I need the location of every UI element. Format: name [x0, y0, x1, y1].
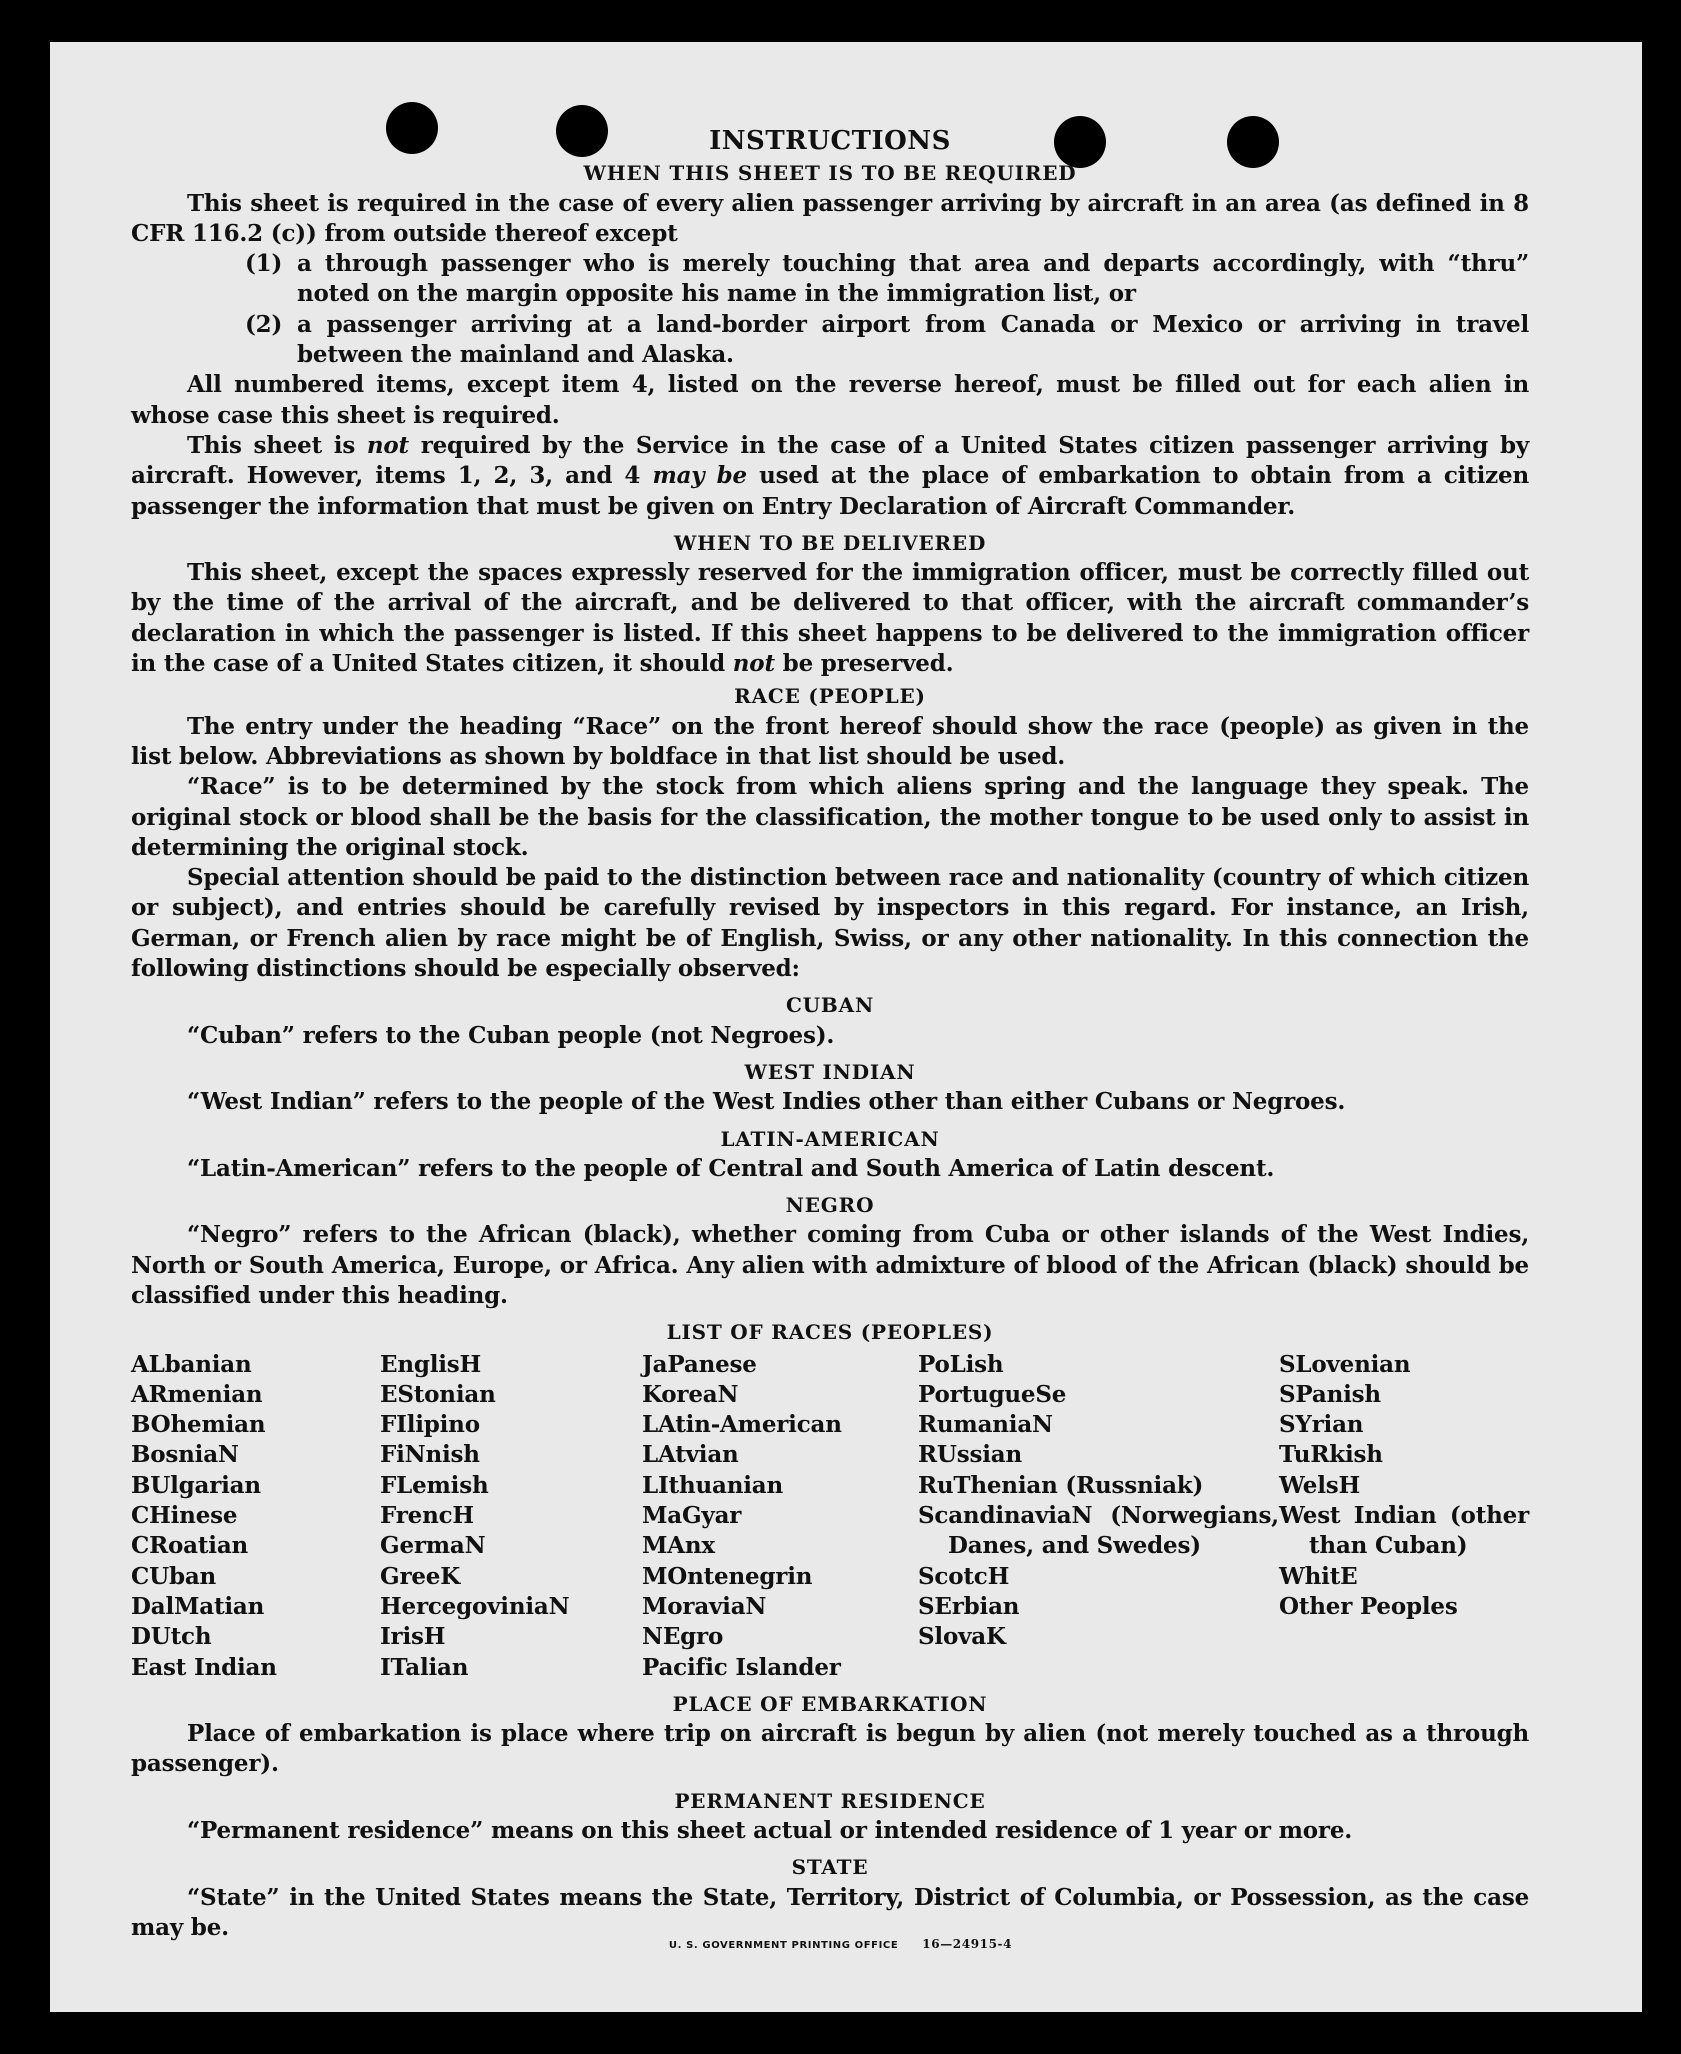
race-entry: RuThenian (Russniak): [918, 1471, 1204, 1499]
paragraph: “Permanent residence” means on this sheet actual or intended residence of 1 year or more.: [187, 1817, 1353, 1845]
race-entry: KoreaN: [642, 1380, 739, 1408]
text: This sheet, except the spaces expressly reserved for the immigration officer, must be correctly filled out by the time of the arrival of the aircraft, and be delivered to that officer, with the aircraft commander’s declaration in which the passenger is listed. If this sheet happens to be delivered to the immigration officer in the case of a United States citizen, it should: [131, 559, 1529, 678]
race-entry: RumaniaN: [918, 1411, 1053, 1439]
paragraph: [131, 712, 1529, 773]
race-entry: SPanish: [1279, 1380, 1381, 1408]
heading-list-of-races: LIST OF RACES (PEOPLES): [666, 1320, 994, 1345]
race-entry: BUlgarian: [131, 1471, 261, 1499]
race-entry: CUban: [131, 1562, 217, 1590]
races-column: [642, 1350, 918, 1683]
race-entry: SYrian: [1279, 1411, 1364, 1439]
heading-race: RACE (PEOPLE): [734, 684, 926, 709]
races-column: [1279, 1350, 1529, 1683]
race-entry: CHinese: [131, 1502, 238, 1530]
bold-text: boldface: [609, 742, 718, 770]
race-entry: PortugueSe: [918, 1380, 1067, 1408]
race-entry: JaPanese: [642, 1350, 757, 1378]
race-entry: SlovaK: [918, 1623, 1006, 1651]
race-entry: LIthuanian: [642, 1471, 783, 1499]
text: The entry under the heading “Race” on the front hereof should show the race (people) as given in the list below. Abbreviations as shown by: [131, 712, 1529, 770]
item-number: (1): [245, 250, 283, 278]
heading-permanent-residence: PERMANENT RESIDENCE: [674, 1788, 986, 1813]
race-entry: Pacific Islander: [642, 1653, 841, 1681]
race-entry: WelsH: [1279, 1471, 1361, 1499]
race-entry: FIlipino: [380, 1411, 480, 1439]
paragraph: “State” in the United States means the State, Territory, District of Columbia, or Possession, as the case may be.: [131, 1883, 1529, 1941]
race-entry: MaGyar: [642, 1502, 742, 1530]
heading-when-delivered: WHEN TO BE DELIVERED: [673, 530, 987, 555]
race-entry: SErbian: [918, 1592, 1020, 1620]
race-entry: CRoatian: [131, 1532, 249, 1560]
race-entry: ALbanian: [131, 1350, 252, 1378]
paragraph: “Latin-American” refers to the people of Central and South America of Latin descent.: [187, 1154, 1275, 1182]
race-entry: TuRkish: [1279, 1441, 1383, 1469]
races-column: [131, 1350, 380, 1683]
races-column: [918, 1350, 1279, 1683]
heading-embarkation: PLACE OF EMBARKATION: [672, 1691, 988, 1716]
race-entry: GermaN: [380, 1532, 486, 1560]
heading-negro: NEGRO: [785, 1193, 875, 1218]
list-item: [245, 310, 1529, 371]
text: in that list should be used.: [717, 742, 1066, 770]
paragraph: [131, 558, 1529, 679]
printer-footer: [0, 1937, 1681, 1951]
text: required by the Service in the case of a United States citizen passenger arriving by aircraft. However, items 1, 2, 3, and 4: [131, 431, 1529, 490]
race-entry: ITalian: [380, 1653, 469, 1681]
race-entry: FiNnish: [380, 1441, 480, 1469]
printer-name: U. S. GOVERNMENT PRINTING OFFICE: [668, 1940, 899, 1951]
heading-cuban: CUBAN: [785, 993, 875, 1018]
heading-state: STATE: [791, 1855, 869, 1880]
race-entry: DUtch: [131, 1623, 212, 1651]
text: be preserved.: [774, 650, 954, 678]
paragraph: All numbered items, except item 4, listed on the reverse hereof, must be filled out for each alien in whose case this sheet is required.: [131, 371, 1529, 429]
race-entry: LAtin-American: [642, 1411, 842, 1439]
race-entry: ScotcH: [918, 1562, 1010, 1590]
race-entry: HercegoviniaN: [380, 1592, 570, 1620]
page-title: INSTRUCTIONS: [709, 126, 951, 156]
race-entry: SLovenian: [1279, 1350, 1411, 1378]
item-number: (2): [245, 310, 283, 338]
emphasis: not: [732, 650, 775, 678]
heading-when-required: WHEN THIS SHEET IS TO BE REQUIRED: [583, 161, 1077, 186]
race-entry: FrencH: [380, 1502, 474, 1530]
item-text: a passenger arriving at a land-border airport from Canada or Mexico or arriving in travel between the mainland and Alaska.: [297, 310, 1529, 369]
race-entry: MoraviaN: [642, 1592, 767, 1620]
race-entry: MOntenegrin: [642, 1562, 813, 1590]
race-entry: DalMatian: [131, 1592, 265, 1620]
race-entry: West Indian (other than Cuban): [1279, 1502, 1529, 1560]
paragraph: Special attention should be paid to the distinction between race and nationality (country of which citizen or subject), and entries should be carefully revised by inspectors in this regard. For instance, an Irish, German, or French alien by race might be of English, Swiss, or any other nationality. In this connection the following distinctions should be especially observed:: [131, 864, 1529, 983]
race-entry: PoLish: [918, 1350, 1004, 1378]
race-entry: ScandinaviaN (Norwegians, Danes, and Swedes): [918, 1502, 1279, 1560]
race-entry: BOhemian: [131, 1411, 266, 1439]
paragraph: “Negro” refers to the African (black), whether coming from Cuba or other islands of the West Indies, North or South America, Europe, or Africa. Any alien with admixture of blood of the African (black) should be classified under this heading.: [131, 1221, 1529, 1309]
race-entry: BosniaN: [131, 1441, 239, 1469]
race-entry: East Indian: [131, 1653, 277, 1681]
instructions-body: [131, 124, 1529, 1943]
race-entry: EnglisH: [380, 1350, 482, 1378]
races-column: [380, 1350, 642, 1683]
race-entry: FLemish: [380, 1471, 489, 1499]
race-entry: GreeK: [380, 1562, 461, 1590]
emphasis: not: [366, 431, 409, 459]
form-number: 16—24915-4: [922, 1937, 1013, 1951]
race-entry: IrisH: [380, 1623, 446, 1651]
race-entry: WhitE: [1279, 1562, 1358, 1590]
emphasis: may be: [652, 462, 747, 490]
paragraph: This sheet is required in the case of every alien passenger arriving by aircraft in an area (as defined in 8 CFR 116.2 (c)) from outside thereof except: [131, 189, 1529, 247]
paragraph: “Race” is to be determined by the stock from which aliens spring and the language they speak. The original stock or blood shall be the basis for the classification, the mother tongue to be used only to assist in determining the original stock.: [131, 773, 1529, 861]
paragraph: “Cuban” refers to the Cuban people (not Negroes).: [187, 1021, 835, 1049]
item-text: a through passenger who is merely touching that area and departs accordingly, with “thru” noted on the margin opposite his name in the immigration list, or: [297, 250, 1529, 308]
race-entry: NEgro: [642, 1623, 724, 1651]
race-entry: LAtvian: [642, 1441, 739, 1469]
race-entry: RUssian: [918, 1441, 1023, 1469]
text: used at the place of embarkation to obtain from a citizen passenger the information that must be given on Entry Declaration of Aircraft Commander.: [131, 462, 1529, 520]
list-item: [245, 249, 1529, 310]
paragraph: Place of embarkation is place where trip on aircraft is begun by alien (not merely touched as a through passenger).: [131, 1720, 1529, 1778]
heading-west-indian: WEST INDIAN: [744, 1059, 916, 1084]
race-entry: MAnx: [642, 1532, 715, 1560]
race-entry: ARmenian: [131, 1380, 263, 1408]
text: This sheet is: [187, 431, 367, 459]
paragraph: [131, 431, 1529, 522]
race-entry: Other Peoples: [1279, 1592, 1458, 1620]
race-entry: EStonian: [380, 1380, 496, 1408]
races-list: [131, 1350, 1529, 1683]
paragraph: “West Indian” refers to the people of the West Indies other than either Cubans or Negroes.: [187, 1088, 1346, 1116]
heading-latin-american: LATIN-AMERICAN: [720, 1126, 940, 1151]
